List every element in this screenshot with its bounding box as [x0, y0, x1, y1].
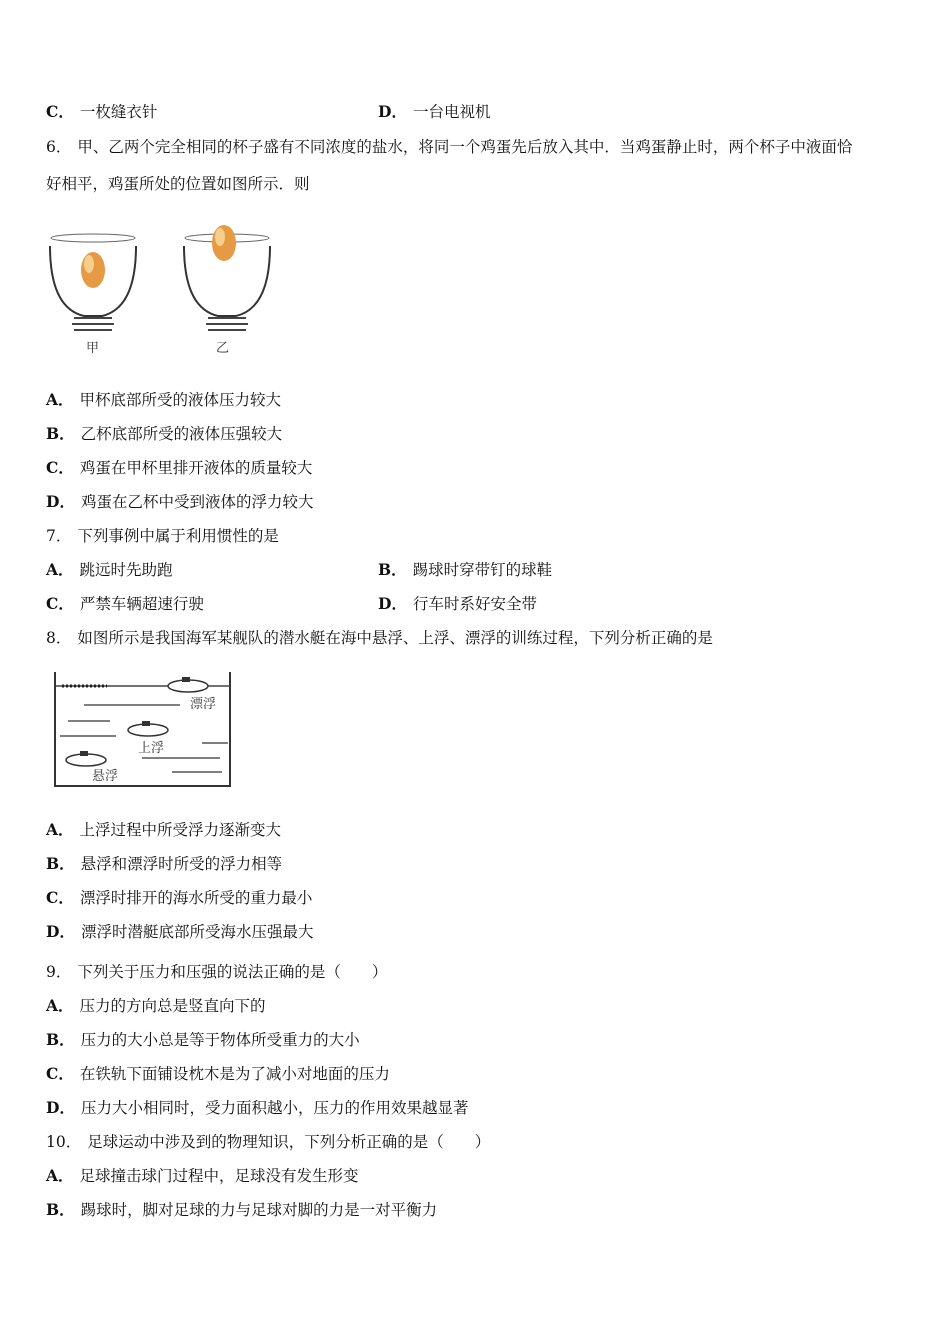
- q6-stem-line2: 好相平，鸡蛋所处的位置如图所示．则: [46, 175, 310, 193]
- q9-stem: 9． 下列关于压力和压强的说法正确的是（ ）: [46, 963, 388, 981]
- q7-option-c: C． 严禁车辆超速行驶: [46, 594, 204, 613]
- q7-option-a: A． 跳远时先助跑: [46, 560, 173, 579]
- egg-right: [212, 225, 236, 261]
- q8-option-b: B． 悬浮和漂浮时所受的浮力相等: [46, 854, 283, 873]
- q6-option-c: C． 鸡蛋在甲杯里排开液体的质量较大: [46, 458, 313, 477]
- cup-left: [50, 234, 136, 330]
- submarine-suspend: [66, 751, 106, 766]
- q8-submarine-figure: [52, 668, 236, 792]
- q9-option-a: A． 压力的方向总是竖直向下的: [46, 996, 266, 1015]
- submarine-rise: [128, 721, 168, 736]
- q5-option-c: C． 一枚缝衣针: [46, 102, 158, 121]
- q8-option-d: D． 漂浮时潜艇底部所受海水压强最大: [46, 922, 314, 941]
- q8-option-c: C． 漂浮时排开的海水所受的重力最小: [46, 888, 313, 907]
- submarine-float: [168, 677, 208, 692]
- q6-cups-figure: [44, 208, 284, 358]
- q5-option-d: D． 一台电视机: [378, 102, 491, 121]
- q10-stem: 10． 足球运动中涉及到的物理知识，下列分析正确的是（ ）: [46, 1133, 491, 1151]
- q6-stem-line1: 6． 甲、乙两个完全相同的杯子盛有不同浓度的盐水，将同一个鸡蛋先后放入其中．当鸡蛋静止时，两个杯子中液面恰: [46, 138, 853, 156]
- q9-option-b: B． 压力的大小总是等于物体所受重力的大小: [46, 1030, 360, 1049]
- label-rise: 上浮: [138, 741, 165, 756]
- q9-option-d: D． 压力大小相同时，受力面积越小，压力的作用效果越显著: [46, 1098, 469, 1117]
- q7-stem: 7． 下列事例中属于利用惯性的是: [46, 527, 279, 545]
- q6-option-d: D． 鸡蛋在乙杯中受到液体的浮力较大: [46, 492, 314, 511]
- q10-option-a: A． 足球撞击球门过程中，足球没有发生形变: [46, 1166, 359, 1185]
- label-suspend: 悬浮: [92, 769, 119, 784]
- label-yi: 乙: [216, 341, 230, 356]
- egg-left: [81, 252, 105, 288]
- q7-option-b: B． 踢球时穿带钉的球鞋: [378, 560, 553, 579]
- q8-option-a: A． 上浮过程中所受浮力逐渐变大: [46, 820, 282, 839]
- label-float: 漂浮: [190, 697, 217, 712]
- q6-option-a: A． 甲杯底部所受的液体压力较大: [46, 390, 282, 409]
- label-jia: 甲: [86, 341, 100, 356]
- q7-option-d: D． 行车时系好安全带: [378, 594, 537, 613]
- cup-right: [184, 225, 270, 330]
- q6-option-b: B． 乙杯底部所受的液体压强较大: [46, 424, 283, 443]
- q10-option-b: B． 踢球时，脚对足球的力与足球对脚的力是一对平衡力: [46, 1200, 438, 1219]
- q8-stem: 8． 如图所示是我国海军某舰队的潜水艇在海中悬浮、上浮、漂浮的训练过程，下列分析正确的是: [46, 629, 713, 647]
- q9-option-c: C． 在铁轨下面铺设枕木是为了减小对地面的压力: [46, 1064, 390, 1083]
